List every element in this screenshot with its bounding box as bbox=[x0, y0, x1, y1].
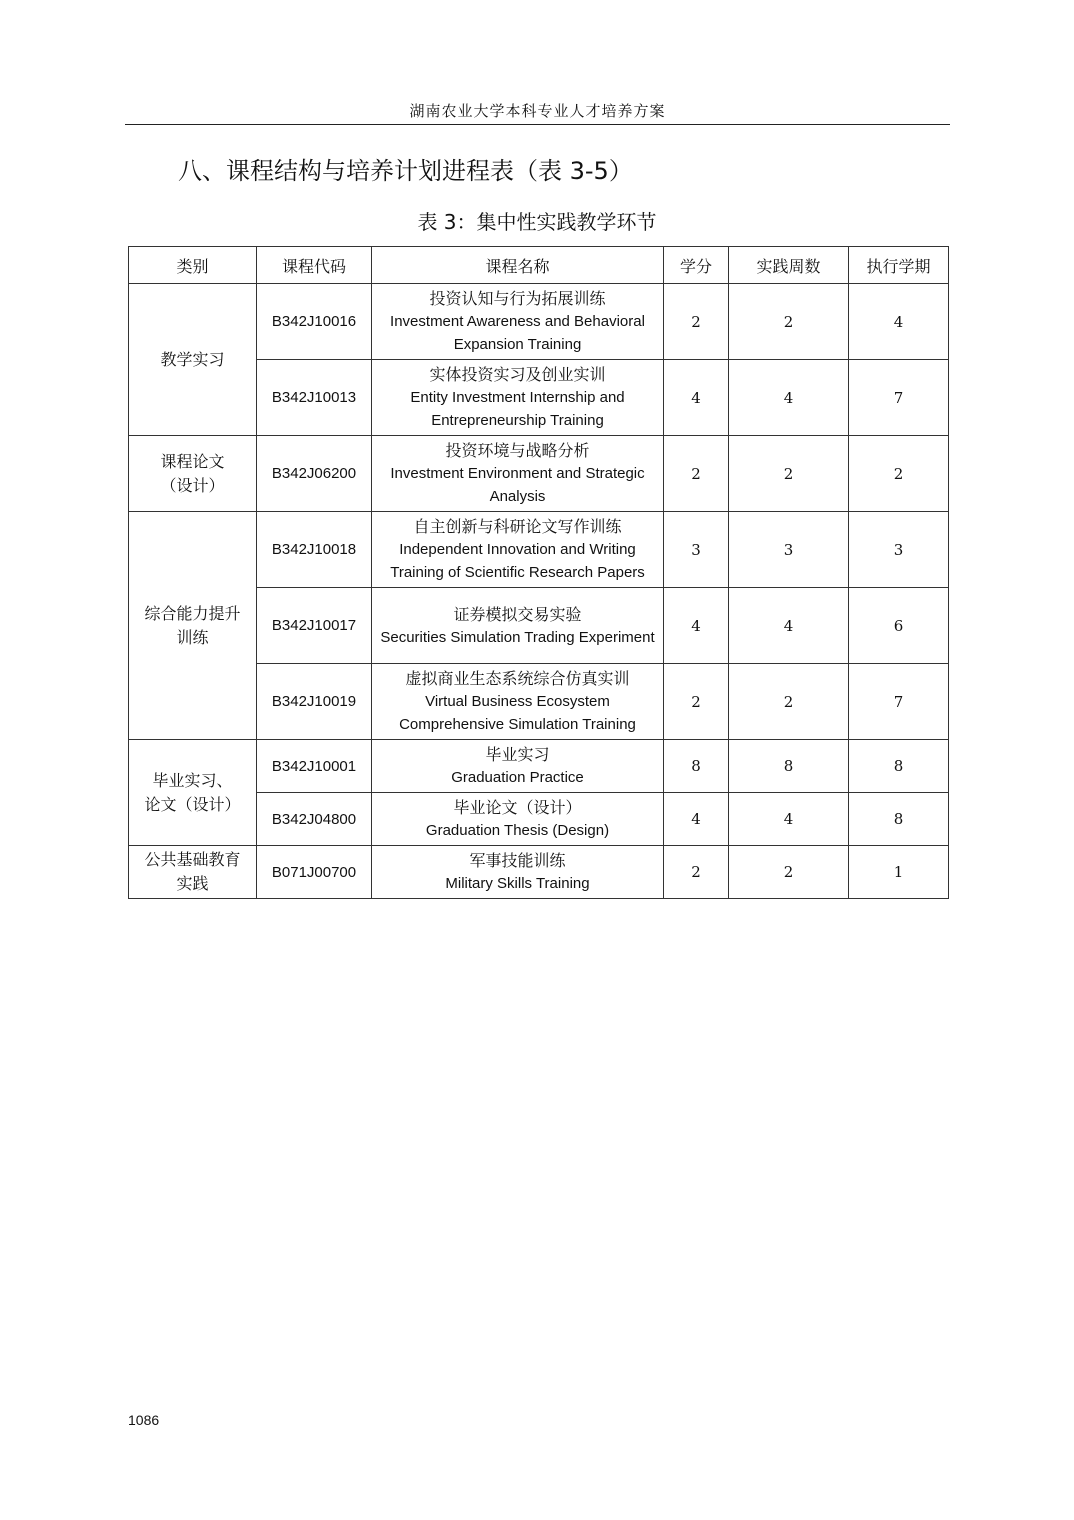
semester: 1 bbox=[849, 846, 949, 899]
semester: 8 bbox=[849, 793, 949, 846]
semester: 2 bbox=[849, 436, 949, 512]
practice-weeks: 2 bbox=[729, 664, 849, 740]
table-row bbox=[129, 740, 949, 793]
course-name-zh: 自主创新与科研论文写作训练 bbox=[413, 517, 622, 536]
credits: 2 bbox=[664, 284, 729, 360]
category-cell: 毕业实习、 论文（设计） bbox=[129, 740, 257, 846]
credits: 8 bbox=[664, 740, 729, 793]
semester: 4 bbox=[849, 284, 949, 360]
course-name-en: Military Skills Training bbox=[445, 875, 590, 892]
course-name-zh: 毕业论文（设计） bbox=[453, 798, 582, 817]
course-code: B342J10016 bbox=[257, 284, 372, 360]
header-semester: 执行学期 bbox=[849, 247, 949, 284]
practice-table bbox=[128, 246, 949, 899]
course-name-zh: 证券模拟交易实验 bbox=[453, 604, 582, 624]
category-cell: 综合能力提升 训练 bbox=[129, 512, 257, 740]
course-code: B071J00700 bbox=[257, 846, 372, 899]
course-name bbox=[372, 436, 664, 512]
header-course-code: 课程代码 bbox=[257, 247, 372, 284]
credits: 2 bbox=[664, 846, 729, 899]
course-code: B342J10017 bbox=[257, 588, 372, 664]
course-name-en: Investment Environment and Strategic Analysis bbox=[390, 465, 645, 505]
course-name-en: Graduation Practice bbox=[451, 769, 584, 786]
header-course-name: 课程名称 bbox=[372, 247, 664, 284]
course-name-zh: 投资认知与行为拓展训练 bbox=[429, 289, 606, 308]
course-code: B342J04800 bbox=[257, 793, 372, 846]
course-name-zh: 毕业实习 bbox=[485, 745, 550, 764]
practice-weeks: 8 bbox=[729, 740, 849, 793]
category-cell: 公共基础教育 实践 bbox=[129, 846, 257, 899]
category-cell: 教学实习 bbox=[129, 284, 257, 436]
course-code: B342J06200 bbox=[257, 436, 372, 512]
practice-weeks: 2 bbox=[729, 436, 849, 512]
credits: 3 bbox=[664, 512, 729, 588]
page-number: 1086 bbox=[128, 1412, 160, 1428]
practice-weeks: 4 bbox=[729, 793, 849, 846]
course-code: B342J10019 bbox=[257, 664, 372, 740]
course-name bbox=[372, 360, 664, 436]
course-name bbox=[372, 588, 664, 664]
course-name bbox=[372, 740, 664, 793]
category-cell: 课程论文 （设计） bbox=[129, 436, 257, 512]
course-name-en: Independent Innovation and Writing Training of Scientific Research Papers bbox=[390, 541, 645, 581]
practice-weeks: 4 bbox=[729, 588, 849, 664]
course-code: B342J10013 bbox=[257, 360, 372, 436]
course-code: B342J10018 bbox=[257, 512, 372, 588]
table-row bbox=[129, 512, 949, 588]
table-row bbox=[129, 284, 949, 360]
credits: 4 bbox=[664, 588, 729, 664]
course-name bbox=[372, 664, 664, 740]
practice-weeks: 2 bbox=[729, 284, 849, 360]
practice-weeks: 4 bbox=[729, 360, 849, 436]
semester: 7 bbox=[849, 664, 949, 740]
course-name-zh: 实体投资实习及创业实训 bbox=[429, 365, 606, 384]
course-name-zh: 虚拟商业生态系统综合仿真实训 bbox=[405, 669, 630, 688]
semester: 6 bbox=[849, 588, 949, 664]
course-name-zh: 军事技能训练 bbox=[469, 851, 566, 870]
course-name bbox=[372, 512, 664, 588]
table-caption: 表 3：集中性实践教学环节 bbox=[417, 210, 657, 234]
credits: 2 bbox=[664, 436, 729, 512]
table-row bbox=[129, 436, 949, 512]
semester: 7 bbox=[849, 360, 949, 436]
credits: 4 bbox=[664, 360, 729, 436]
credits: 4 bbox=[664, 793, 729, 846]
course-name-en: Investment Awareness and Behavioral Expansion Training bbox=[390, 313, 645, 353]
header-category: 类别 bbox=[129, 247, 257, 284]
running-header: 湖南农业大学本科专业人才培养方案 bbox=[409, 102, 666, 120]
course-name-en: Securities Simulation Trading Experiment bbox=[380, 628, 655, 646]
header-rule bbox=[125, 124, 950, 125]
course-name bbox=[372, 284, 664, 360]
course-name bbox=[372, 793, 664, 846]
semester: 8 bbox=[849, 740, 949, 793]
course-name-en: Virtual Business Ecosystem Comprehensive Simulation Training bbox=[399, 693, 636, 733]
course-code: B342J10001 bbox=[257, 740, 372, 793]
course-name-en: Entity Investment Internship and Entrepreneurship Training bbox=[410, 389, 625, 429]
practice-weeks: 3 bbox=[729, 512, 849, 588]
table-row bbox=[129, 846, 949, 899]
course-name bbox=[372, 846, 664, 899]
course-name-en: Graduation Thesis (Design) bbox=[425, 822, 610, 839]
header-practice-weeks: 实践周数 bbox=[729, 247, 849, 284]
practice-weeks: 2 bbox=[729, 846, 849, 899]
credits: 2 bbox=[664, 664, 729, 740]
semester: 3 bbox=[849, 512, 949, 588]
course-name-zh: 投资环境与战略分析 bbox=[445, 441, 590, 460]
section-title: 八、课程结构与培养计划进程表（表 3-5） bbox=[178, 157, 633, 185]
header-credits: 学分 bbox=[664, 247, 729, 284]
table-header-row bbox=[129, 247, 949, 284]
